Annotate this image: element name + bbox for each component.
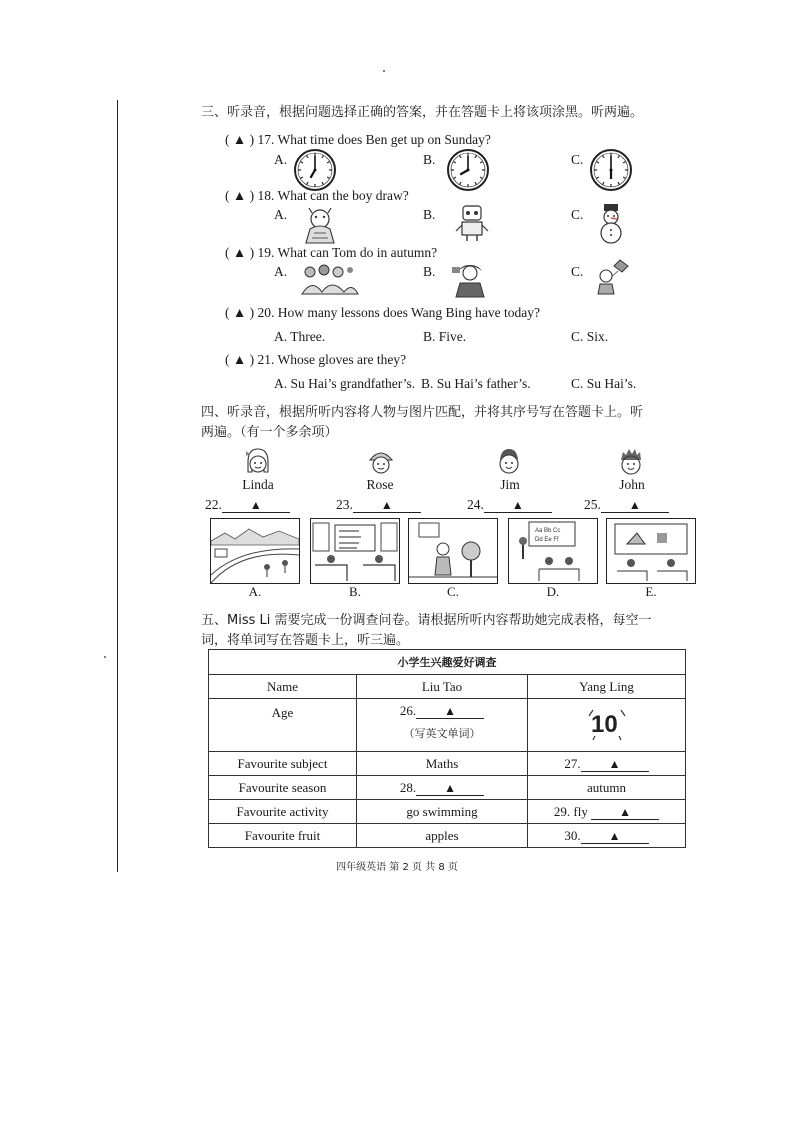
answer-blank-28[interactable]: 28. ▲ <box>357 776 528 800</box>
binding-margin-line <box>117 100 118 872</box>
q19-option-a-label: A. <box>274 264 288 279</box>
row-label-subject: Favourite subject <box>209 752 357 776</box>
girl-hat-face-icon <box>365 446 397 478</box>
clock-icon-b <box>444 147 492 193</box>
table-row <box>209 800 686 824</box>
girl-face-icon <box>242 446 274 478</box>
table-row <box>209 752 686 776</box>
clock-center <box>314 169 317 172</box>
boy-spiky-face-icon <box>615 446 647 478</box>
q21-option-b: B. Su Hai’s father’s. <box>421 376 531 391</box>
scene-a-playground <box>210 518 300 584</box>
clock-center <box>467 169 470 172</box>
yang-season: autumn <box>528 776 686 800</box>
section4-header-line2: 两遍。（有一个多余项） <box>201 425 338 440</box>
age-note: （写英文单词） <box>403 727 481 740</box>
scene-e-art-class <box>606 518 696 584</box>
question-18: ( ▲ ) 18. What can the boy draw? <box>225 188 409 203</box>
boy-face-icon <box>493 446 525 478</box>
q18-option-c-label: C. <box>571 207 584 222</box>
person-name-john: John <box>619 477 645 492</box>
section5-header-line2: 词，将单词写在答题卡上，听三遍。 <box>201 633 410 648</box>
table-title: 小学生兴趣爱好调查 <box>209 650 686 675</box>
answer-blank-22[interactable]: 22. ▲ <box>205 497 290 513</box>
answer-blank-25[interactable]: 25. ▲ <box>584 497 669 513</box>
question-20: ( ▲ ) 20. How many lessons does Wang Bing have today? <box>225 305 540 320</box>
boy-kite-icon <box>592 258 632 298</box>
scan-dot <box>104 656 106 658</box>
scan-dot <box>383 70 385 72</box>
scene-label-a: A. <box>248 584 262 599</box>
scene-label-e: E. <box>645 584 657 599</box>
scene-d-english-class <box>508 518 598 584</box>
robot-icon <box>452 203 492 243</box>
q18-option-b-label: B. <box>423 207 436 222</box>
scene-c-kitchen <box>408 518 498 584</box>
q21-option-c: C. Su Hai’s. <box>571 376 637 391</box>
q18-option-a-label: A. <box>274 207 288 222</box>
answer-blank-30[interactable]: 30. ▲ <box>528 824 686 848</box>
q21-option-a: A. Su Hai’s grandfather’s. <box>274 376 416 391</box>
section5-header-line1: 五、Miss Li 需要完成一份调查问卷。请根据所听内容帮助她完成表格，每空一 <box>201 613 652 628</box>
liu-activity: go swimming <box>357 800 528 824</box>
person-name-linda: Linda <box>242 477 274 492</box>
question-17: ( ▲ ) 17. What time does Ben get up on Sunday? <box>225 132 491 147</box>
q17-option-a-label: A. <box>274 152 288 167</box>
section3-header: 三、听录音，根据问题选择正确的答案，并在答题卡上将该项涂黑。听两遍。 <box>201 105 644 120</box>
answer-blank-27[interactable]: 27. ▲ <box>528 752 686 776</box>
q19-option-c-label: C. <box>571 264 584 279</box>
snowman-icon <box>593 202 629 244</box>
number-ten-text: 10 <box>590 711 618 738</box>
children-picnic-icon <box>300 262 360 298</box>
column-header-yang-ling: Yang Ling <box>528 675 686 699</box>
page-footer: 四年级英语 第 2 页 共 8 页 <box>336 862 458 873</box>
girl-skating-icon <box>450 261 490 299</box>
section4-header-line1: 四、听录音，根据所听内容将人物与图片匹配，并将其序号写在答题卡上。听 <box>201 405 644 420</box>
board-line-2: Dd Ee Ff <box>535 537 559 543</box>
answer-blank-23[interactable]: 23. ▲ <box>336 497 421 513</box>
table-row <box>209 699 686 752</box>
age-answer-cell <box>357 699 528 752</box>
person-name-rose: Rose <box>366 477 394 492</box>
table-header-row <box>209 675 686 699</box>
q17-option-c-label: C. <box>571 152 584 167</box>
q20-option-a: A. Three. <box>274 329 326 344</box>
table-row <box>209 824 686 848</box>
scene-b-classroom-board <box>310 518 400 584</box>
answer-blank-29[interactable]: 29. fly ▲ <box>528 800 686 824</box>
answer-blank-26[interactable]: 26. ▲ <box>357 703 527 719</box>
row-label-age: Age <box>209 699 357 752</box>
question-21: ( ▲ ) 21. Whose gloves are they? <box>225 352 407 367</box>
q20-option-c: C. Six. <box>571 329 609 344</box>
clock-center <box>610 169 613 172</box>
row-label-activity: Favourite activity <box>209 800 357 824</box>
row-label-season: Favourite season <box>209 776 357 800</box>
table-row <box>209 776 686 800</box>
q17-option-b-label: B. <box>423 152 436 167</box>
q20-option-b: B. Five. <box>423 329 467 344</box>
question-19: ( ▲ ) 19. What can Tom do in autumn? <box>225 245 438 260</box>
liu-fruit: apples <box>357 824 528 848</box>
person-name-jim: Jim <box>500 477 520 492</box>
clock-icon-a <box>291 147 339 193</box>
row-label-fruit: Favourite fruit <box>209 824 357 848</box>
number-ten-icon <box>585 706 629 740</box>
age-image-cell <box>528 699 686 752</box>
board-line-1: Aa Bb Cc <box>535 528 561 534</box>
tiger-drawing-icon <box>300 205 344 247</box>
scene-label-c: C. <box>447 584 459 599</box>
scene-label-d: D. <box>546 584 560 599</box>
scene-label-b: B. <box>349 584 361 599</box>
q19-option-b-label: B. <box>423 264 436 279</box>
column-header-name: Name <box>209 675 357 699</box>
column-header-liu-tao: Liu Tao <box>357 675 528 699</box>
liu-subject: Maths <box>357 752 528 776</box>
clock-icon-c <box>587 147 635 193</box>
answer-blank-24[interactable]: 24. ▲ <box>467 497 552 513</box>
survey-table <box>208 649 686 848</box>
